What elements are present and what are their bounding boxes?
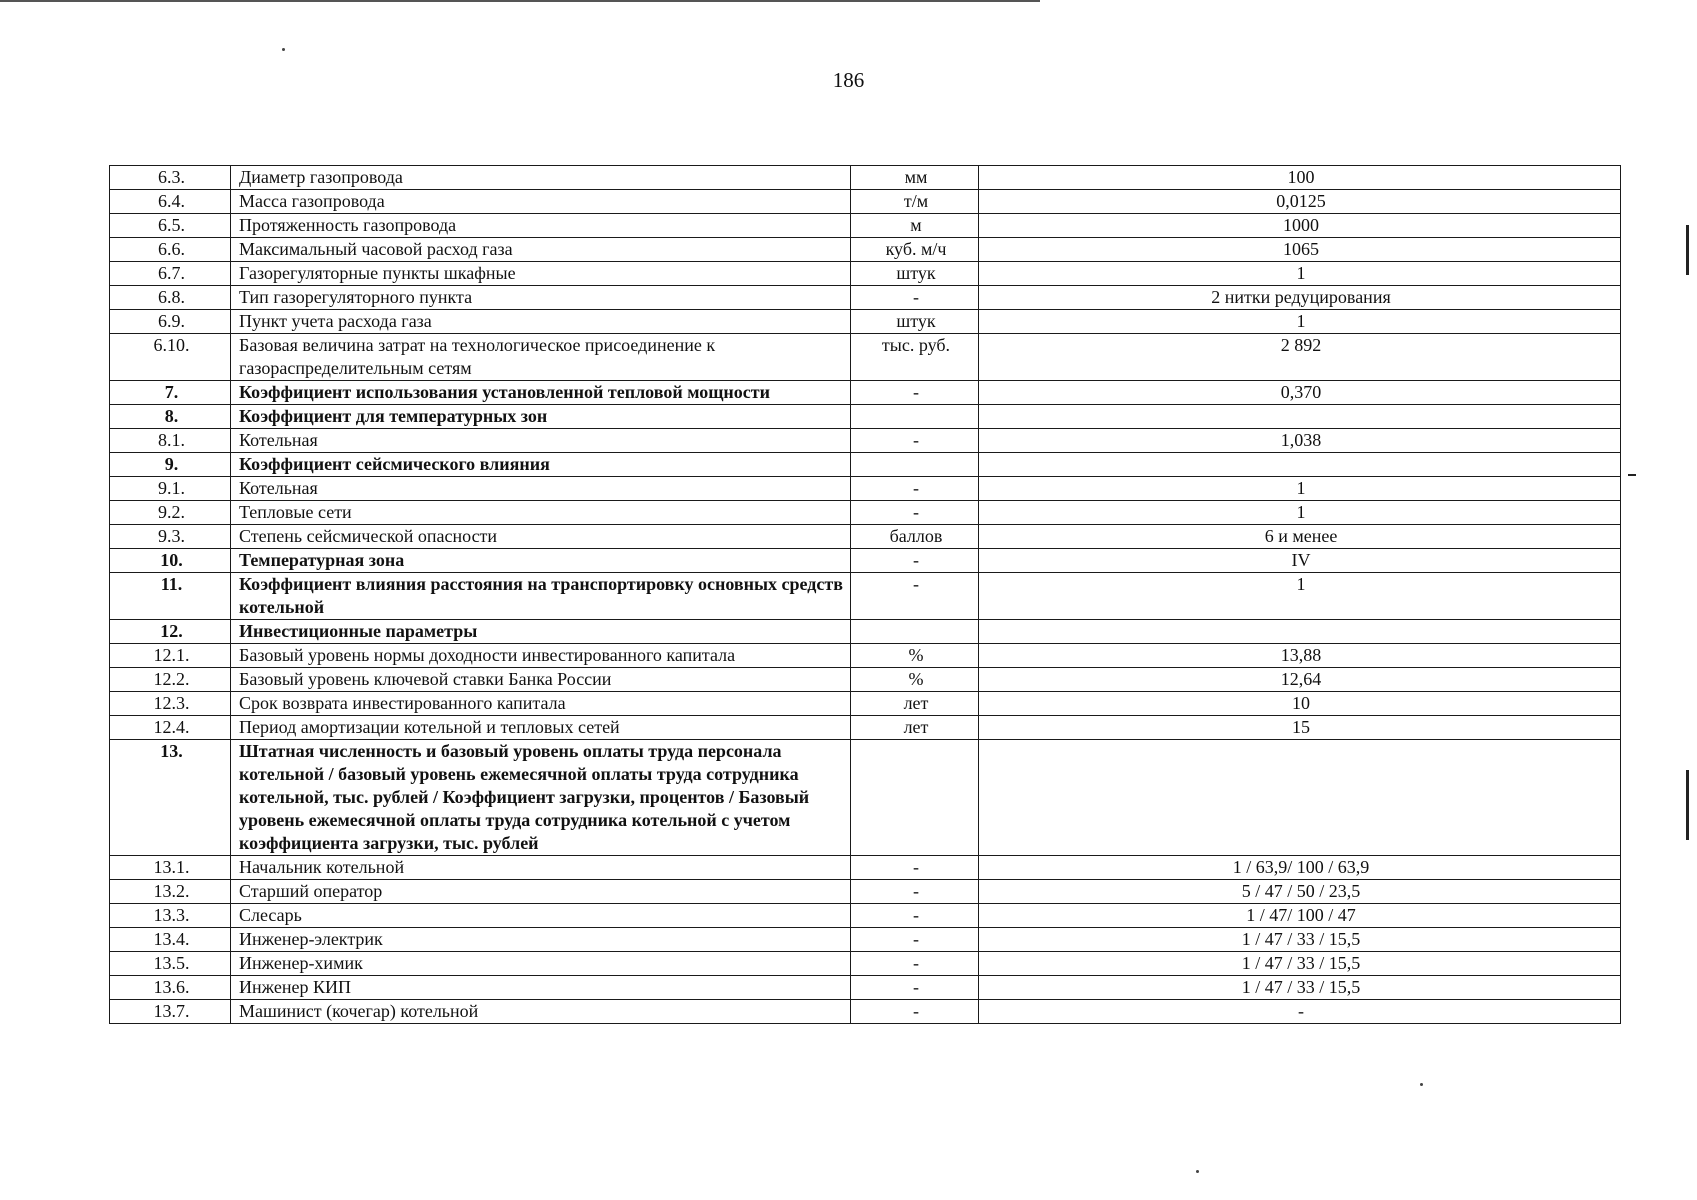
table-row bbox=[110, 904, 1621, 928]
value-cell: IV bbox=[979, 549, 1621, 573]
row-number-cell: 13.3. bbox=[110, 904, 231, 928]
row-number-cell: 9.2. bbox=[110, 501, 231, 525]
unit-cell: % bbox=[851, 668, 979, 692]
parameter-name-cell: Инженер-химик bbox=[231, 952, 851, 976]
parameter-name-cell: Штатная численность и базовый уровень оплаты труда персонала котельной / базовый уровень ежемесячной оплаты труда сотрудника котельной, тыс. рублей / Коэффициент загрузки, процентов / Базовый уровень ежемесячной оплаты труда сотрудника котельной с учетом коэффициента загрузки, тыс. рублей bbox=[231, 740, 851, 856]
parameter-name-cell: Инвестиционные параметры bbox=[231, 620, 851, 644]
table-row bbox=[110, 549, 1621, 573]
row-number-cell: 7. bbox=[110, 381, 231, 405]
table-row bbox=[110, 334, 1621, 381]
table-row bbox=[110, 928, 1621, 952]
parameter-name-cell: Базовый уровень нормы доходности инвестированного капитала bbox=[231, 644, 851, 668]
unit-cell: - bbox=[851, 549, 979, 573]
unit-cell: - bbox=[851, 856, 979, 880]
row-number-cell: 9. bbox=[110, 453, 231, 477]
parameter-name-cell: Слесарь bbox=[231, 904, 851, 928]
unit-cell: штук bbox=[851, 310, 979, 334]
row-number-cell: 12.3. bbox=[110, 692, 231, 716]
unit-cell: - bbox=[851, 1000, 979, 1024]
value-cell: 1 bbox=[979, 573, 1621, 620]
value-cell: 1 bbox=[979, 477, 1621, 501]
unit-cell: штук bbox=[851, 262, 979, 286]
unit-cell: м bbox=[851, 214, 979, 238]
row-number-cell: 6.8. bbox=[110, 286, 231, 310]
value-cell: 100 bbox=[979, 166, 1621, 190]
row-number-cell: 6.10. bbox=[110, 334, 231, 381]
unit-cell bbox=[851, 453, 979, 477]
row-number-cell: 13.2. bbox=[110, 880, 231, 904]
value-cell: 0,370 bbox=[979, 381, 1621, 405]
unit-cell: - bbox=[851, 286, 979, 310]
value-cell: 1 / 47/ 100 / 47 bbox=[979, 904, 1621, 928]
scan-edge-mark bbox=[1628, 474, 1636, 476]
value-cell: 2 892 bbox=[979, 334, 1621, 381]
value-cell: 1 / 47 / 33 / 15,5 bbox=[979, 952, 1621, 976]
unit-cell: % bbox=[851, 644, 979, 668]
value-cell: 1 / 63,9/ 100 / 63,9 bbox=[979, 856, 1621, 880]
table-body bbox=[110, 166, 1621, 1024]
value-cell bbox=[979, 740, 1621, 856]
table-row bbox=[110, 644, 1621, 668]
scan-edge-mark bbox=[1686, 770, 1689, 840]
value-cell: 1065 bbox=[979, 238, 1621, 262]
parameters-table bbox=[109, 165, 1621, 1024]
table-row bbox=[110, 856, 1621, 880]
unit-cell bbox=[851, 620, 979, 644]
parameter-name-cell: Температурная зона bbox=[231, 549, 851, 573]
unit-cell: - bbox=[851, 904, 979, 928]
parameter-name-cell: Тепловые сети bbox=[231, 501, 851, 525]
value-cell: 2 нитки редуцирования bbox=[979, 286, 1621, 310]
table-row bbox=[110, 190, 1621, 214]
table-row bbox=[110, 429, 1621, 453]
parameter-name-cell: Базовый уровень ключевой ставки Банка России bbox=[231, 668, 851, 692]
row-number-cell: 9.3. bbox=[110, 525, 231, 549]
parameter-name-cell: Период амортизации котельной и тепловых сетей bbox=[231, 716, 851, 740]
value-cell bbox=[979, 453, 1621, 477]
scan-speck bbox=[1420, 1083, 1423, 1086]
parameter-name-cell: Котельная bbox=[231, 429, 851, 453]
table-row bbox=[110, 238, 1621, 262]
unit-cell: - bbox=[851, 976, 979, 1000]
unit-cell: - bbox=[851, 880, 979, 904]
unit-cell bbox=[851, 405, 979, 429]
parameter-name-cell: Коэффициент влияния расстояния на транспортировку основных средств котельной bbox=[231, 573, 851, 620]
unit-cell: куб. м/ч bbox=[851, 238, 979, 262]
value-cell: 1,038 bbox=[979, 429, 1621, 453]
scan-speck bbox=[1196, 1170, 1199, 1173]
parameter-name-cell: Инженер КИП bbox=[231, 976, 851, 1000]
table-row bbox=[110, 573, 1621, 620]
value-cell: 15 bbox=[979, 716, 1621, 740]
table-row bbox=[110, 668, 1621, 692]
table-row bbox=[110, 381, 1621, 405]
row-number-cell: 13. bbox=[110, 740, 231, 856]
unit-cell: т/м bbox=[851, 190, 979, 214]
unit-cell: - bbox=[851, 501, 979, 525]
row-number-cell: 13.4. bbox=[110, 928, 231, 952]
row-number-cell: 13.7. bbox=[110, 1000, 231, 1024]
table-row bbox=[110, 620, 1621, 644]
parameter-name-cell: Газорегуляторные пункты шкафные bbox=[231, 262, 851, 286]
unit-cell: тыс. руб. bbox=[851, 334, 979, 381]
unit-cell: - bbox=[851, 573, 979, 620]
parameter-name-cell: Начальник котельной bbox=[231, 856, 851, 880]
table-row bbox=[110, 880, 1621, 904]
unit-cell: баллов bbox=[851, 525, 979, 549]
row-number-cell: 8. bbox=[110, 405, 231, 429]
row-number-cell: 12.2. bbox=[110, 668, 231, 692]
parameter-name-cell: Базовая величина затрат на технологическое присоединение к газораспределительным сетям bbox=[231, 334, 851, 381]
value-cell: 1 bbox=[979, 501, 1621, 525]
value-cell: 1 bbox=[979, 262, 1621, 286]
unit-cell: - bbox=[851, 381, 979, 405]
parameter-name-cell: Коэффициент для температурных зон bbox=[231, 405, 851, 429]
row-number-cell: 8.1. bbox=[110, 429, 231, 453]
value-cell: 5 / 47 / 50 / 23,5 bbox=[979, 880, 1621, 904]
value-cell: - bbox=[979, 1000, 1621, 1024]
table-row bbox=[110, 405, 1621, 429]
row-number-cell: 6.5. bbox=[110, 214, 231, 238]
value-cell: 1 / 47 / 33 / 15,5 bbox=[979, 976, 1621, 1000]
row-number-cell: 6.3. bbox=[110, 166, 231, 190]
table-row bbox=[110, 976, 1621, 1000]
value-cell bbox=[979, 620, 1621, 644]
parameter-name-cell: Срок возврата инвестированного капитала bbox=[231, 692, 851, 716]
row-number-cell: 10. bbox=[110, 549, 231, 573]
row-number-cell: 13.6. bbox=[110, 976, 231, 1000]
parameter-name-cell: Машинист (кочегар) котельной bbox=[231, 1000, 851, 1024]
parameter-name-cell: Тип газорегуляторного пункта bbox=[231, 286, 851, 310]
table-row bbox=[110, 262, 1621, 286]
value-cell: 10 bbox=[979, 692, 1621, 716]
unit-cell: - bbox=[851, 429, 979, 453]
parameter-name-cell: Коэффициент использования установленной тепловой мощности bbox=[231, 381, 851, 405]
value-cell: 13,88 bbox=[979, 644, 1621, 668]
row-number-cell: 12.1. bbox=[110, 644, 231, 668]
value-cell bbox=[979, 405, 1621, 429]
parameter-name-cell: Диаметр газопровода bbox=[231, 166, 851, 190]
table-row bbox=[110, 716, 1621, 740]
parameter-name-cell: Коэффициент сейсмического влияния bbox=[231, 453, 851, 477]
row-number-cell: 13.1. bbox=[110, 856, 231, 880]
table-row bbox=[110, 166, 1621, 190]
table-row bbox=[110, 310, 1621, 334]
row-number-cell: 12.4. bbox=[110, 716, 231, 740]
row-number-cell: 12. bbox=[110, 620, 231, 644]
page-number: 186 bbox=[832, 68, 865, 92]
parameter-name-cell: Максимальный часовой расход газа bbox=[231, 238, 851, 262]
table-row bbox=[110, 286, 1621, 310]
value-cell: 1 / 47 / 33 / 15,5 bbox=[979, 928, 1621, 952]
row-number-cell: 6.6. bbox=[110, 238, 231, 262]
parameter-name-cell: Котельная bbox=[231, 477, 851, 501]
row-number-cell: 11. bbox=[110, 573, 231, 620]
parameter-name-cell: Пункт учета расхода газа bbox=[231, 310, 851, 334]
table-row bbox=[110, 453, 1621, 477]
value-cell: 1 bbox=[979, 310, 1621, 334]
parameter-name-cell: Масса газопровода bbox=[231, 190, 851, 214]
row-number-cell: 13.5. bbox=[110, 952, 231, 976]
value-cell: 1000 bbox=[979, 214, 1621, 238]
value-cell: 6 и менее bbox=[979, 525, 1621, 549]
parameter-name-cell: Старший оператор bbox=[231, 880, 851, 904]
table-row bbox=[110, 525, 1621, 549]
unit-cell: - bbox=[851, 928, 979, 952]
table-row bbox=[110, 477, 1621, 501]
parameter-name-cell: Степень сейсмической опасности bbox=[231, 525, 851, 549]
row-number-cell: 9.1. bbox=[110, 477, 231, 501]
table-row bbox=[110, 214, 1621, 238]
table-row bbox=[110, 692, 1621, 716]
scan-speck bbox=[282, 48, 285, 51]
row-number-cell: 6.7. bbox=[110, 262, 231, 286]
unit-cell: - bbox=[851, 477, 979, 501]
table-row bbox=[110, 1000, 1621, 1024]
unit-cell: мм bbox=[851, 166, 979, 190]
parameter-name-cell: Инженер-электрик bbox=[231, 928, 851, 952]
top-scan-rule bbox=[0, 0, 1040, 2]
unit-cell bbox=[851, 740, 979, 856]
value-cell: 12,64 bbox=[979, 668, 1621, 692]
table-row bbox=[110, 740, 1621, 856]
unit-cell: лет bbox=[851, 692, 979, 716]
parameter-name-cell: Протяженность газопровода bbox=[231, 214, 851, 238]
unit-cell: лет bbox=[851, 716, 979, 740]
table-row bbox=[110, 501, 1621, 525]
table-row bbox=[110, 952, 1621, 976]
parameters-table-container bbox=[109, 165, 1620, 1024]
row-number-cell: 6.4. bbox=[110, 190, 231, 214]
scan-edge-mark bbox=[1686, 225, 1689, 275]
value-cell: 0,0125 bbox=[979, 190, 1621, 214]
unit-cell: - bbox=[851, 952, 979, 976]
row-number-cell: 6.9. bbox=[110, 310, 231, 334]
